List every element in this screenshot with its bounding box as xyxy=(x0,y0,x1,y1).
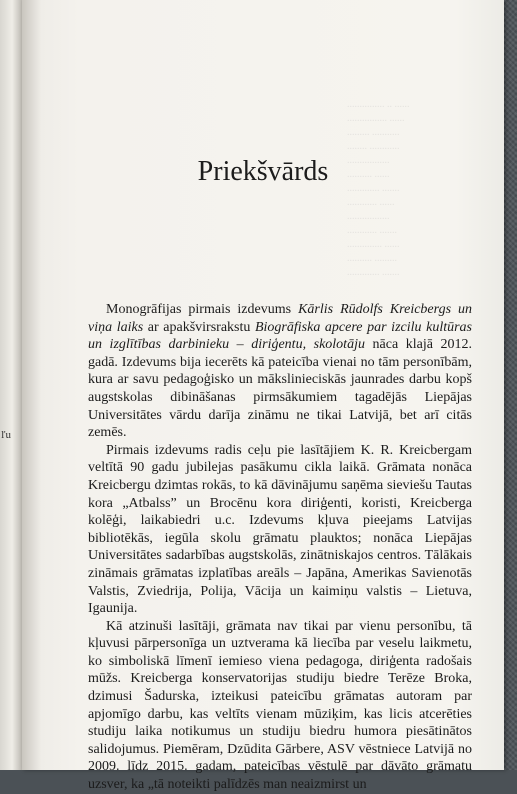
text-run: nāca klajā 2012. gadā. Izdevums bija iecerēts kā pateicība vienai no tām personībām, kura ar savu pedagoģisko un mākslinieciskās jaunrades darbu kopš augstskolas dibināšanas pirmsākumiem tagadējās Liepājas Universitātes vārdu darīja zināmu ne tikai Latvijā, bet arī citās zemēs. xyxy=(88,337,472,441)
page-title: Priekšvārds xyxy=(197,156,329,187)
paragraph xyxy=(88,442,472,618)
text-run: Kā atzinuši lasītāji, grāmata nav tikai par vienu personību, tā kļuvusi pārpersonīga un uztverama kā liecība par veselu laikmetu, ko simboliskā līmenī iemieso viena pedagoga, diriģenta radošais mūžs. Kreicberga konservatorijas studiju biedre Terēze Broka, dzimusi Šadurska, izteikusi pateicību grāmatas autoram par apjomīgo darbu, kas veltīts vienam mūziķim, kas licis atcerēties studiju laika notikumus un studiju biedru humora piesātinātos salidojumus. Piemēram, Dzūdita Gārbere, ASV vēstniece Latvijā no 2009. līdz 2015. gadam, pateicības vēstulē par dāvāto grāmatu uzsver, ka „tā noteikti palīdzēs man neaizmirst un xyxy=(88,618,472,793)
book-page xyxy=(22,0,504,793)
paragraph xyxy=(88,618,472,794)
previous-page-edge xyxy=(0,0,22,770)
text-run: ar apakšvirsrakstu xyxy=(143,319,255,335)
italic-title-run: Kārlis Rūdolfs Kreicbergs un viņa laiks xyxy=(88,302,473,335)
text-run: Pirmais izdevums radis ceļu pie lasītājiem K. R. Kreicbergam veltītā 90 gadu jubilejas pasākumu cikla laikā. Grāmata nonāca Kreicbergu dzimtas rokās, to kā dāvinājumu saņēma sieviešu Tautas kora „Atbalss” un Brocēnu kora diriģenti, koristi, Kreicberga kolēģi, laikabiedri u.c. Izdevums kļuva pieejams Latvijas bibliotēkās, iegūla skolu grāmatu plauktos; nonāca Liepājas Universitātes sadarbības augstskolās, zinātniskajos centros. Tālākais zināmais grāmatas izplatības areāls – Japāna, Amerikas Savienotās Valstis, Zviedrija, Polija, Vācija un kaimiņu valstis – Lietuva, Igaunija. xyxy=(88,442,472,617)
text-run: Monogrāfijas pirmais izdevums xyxy=(106,302,299,317)
previous-page-glyph: ľu xyxy=(1,429,11,441)
paragraph xyxy=(88,301,472,442)
italic-title-run: Biogrāfiska apcere par izcilu kultūras un izglītības darbinieku – diriģentu, skolotāju xyxy=(88,319,473,353)
body-text xyxy=(88,301,472,794)
show-through-text: ............... .. ...... ................ ...... ......... ........... ........ ............ ................. .......... ...... ............. ....... ............ ...... ................. ............ ....... .............. ...... .......... ......... ............. ....... xyxy=(347,99,410,278)
